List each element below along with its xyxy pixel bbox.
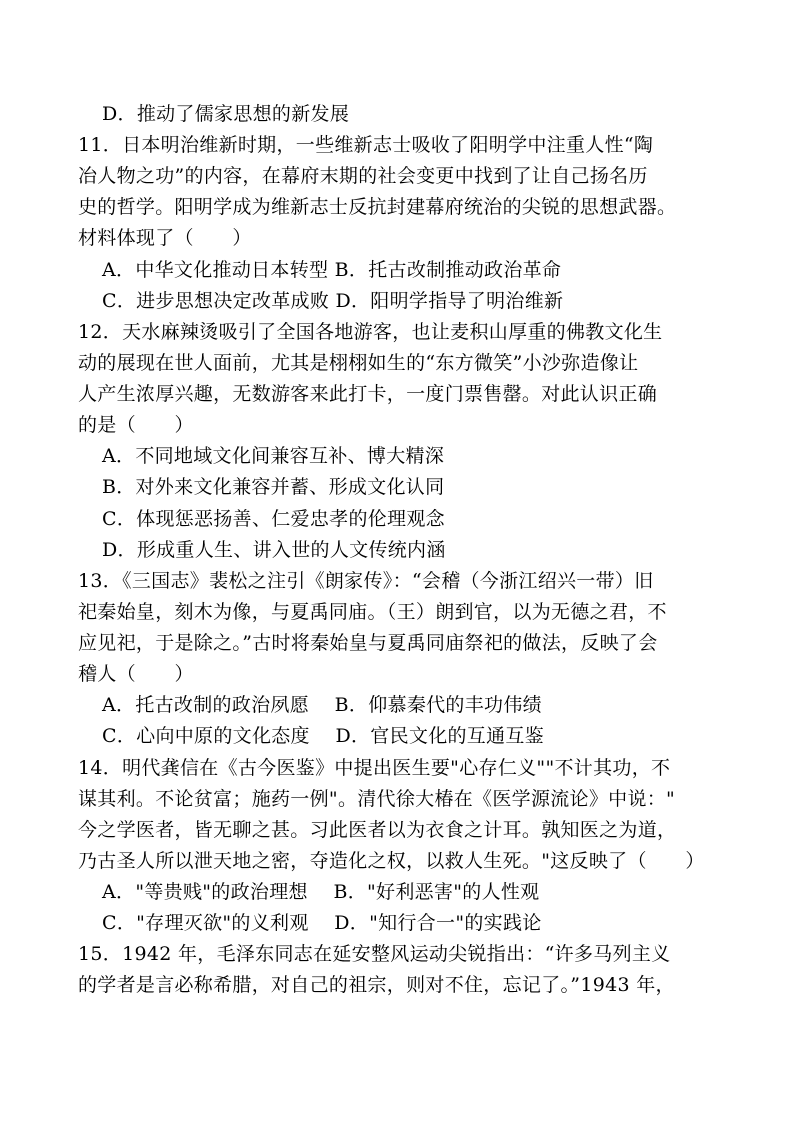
answer-option-line: C．"存理灭欲"的义利观 D．"知行合一"的实践论 [102,912,542,934]
question-text-line: 14．明代龚信在《古今医鉴》中提出医生要"心存仁义""不计其功，不 [78,757,671,779]
answer-option-line: A．不同地域文化间兼容互补、博大精深 [102,445,445,467]
question-text-line: 乃古圣人所以泄天地之密，夺造化之权，以救人生死。"这反映了（ ） [78,850,705,872]
answer-option-line: A．中华文化推动日本转型 B．托古改制推动政治革命 [102,259,562,281]
answer-option-line: C．体现惩恶扬善、仁爱忠孝的伦理观念 [102,508,445,530]
question-text-line: 15．1942 年，毛泽东同志在延安整风运动尖锐指出：“许多马列主义 [78,943,671,965]
question-text-line: 材料体现了（ ） [78,227,252,249]
question-text-line: 的学者是言必称希腊，对自己的祖宗，则对不住，忘记了。”1943 年， [78,974,675,996]
question-text-line: 史的哲学。阳明学成为维新志士反抗封建幕府统治的尖锐的思想武器。 [78,196,677,218]
answer-option-line: A．托古改制的政治夙愿 B．仰慕秦代的丰功伟绩 [102,694,542,716]
question-text-line: 11．日本明治维新时期，一些维新志士吸收了阳明学中注重人性“陶 [78,134,654,156]
question-text-line: 谋其利。不论贫富；施药一例"。清代徐大椿在《医学源流论》中说：" [78,788,676,810]
answer-option-line: D．形成重人生、讲入世的人文传统内涵 [102,539,446,561]
question-text-line: 人产生浓厚兴趣，无数游客来此打卡，一度门票售罄。对此认识正确 [78,383,658,405]
answer-option-line: C．心向中原的文化态度 D．官民文化的互通互鉴 [102,725,545,747]
question-text-line: 动的展现在世人面前，尤其是栩栩如生的“东方微笑”小沙弥造像让 [78,352,639,374]
answer-option-line: B．对外来文化兼容并蓄、形成文化认同 [102,476,445,498]
answer-option-line: A．"等贵贱"的政治理想 B．"好利恶害"的人性观 [102,881,540,903]
answer-option-line: C．进步思想决定改革成败 D．阳明学指导了明治维新 [102,290,564,312]
question-text-line: 的是（ ） [78,414,194,436]
answer-option-line: D．推动了儒家思想的新发展 [102,103,350,125]
question-text-line: 12．天水麻辣烫吸引了全国各地游客，也让麦积山厚重的佛教文化生 [78,321,663,343]
question-text-line: 稽人（ ） [78,663,194,685]
question-text-line: 今之学医者，皆无聊之甚。习此医者以为衣食之计耳。孰知医之为道， [78,819,677,841]
question-text-line: 应见祀，于是除之。”古时将秦始皇与夏禹同庙祭祀的做法，反映了会 [78,632,658,654]
question-text-line: 冶人物之功”的内容，在幕府末期的社会变更中找到了让自己扬名历 [78,165,648,187]
question-text-line: 祀秦始皇，刻木为像，与夏禹同庙。（王）朗到官，以为无德之君，不 [78,601,667,623]
question-text-line: 13．《三国志》裴松之注引《朗家传》：“会稽（今浙江绍兴一带）旧 [78,570,654,592]
